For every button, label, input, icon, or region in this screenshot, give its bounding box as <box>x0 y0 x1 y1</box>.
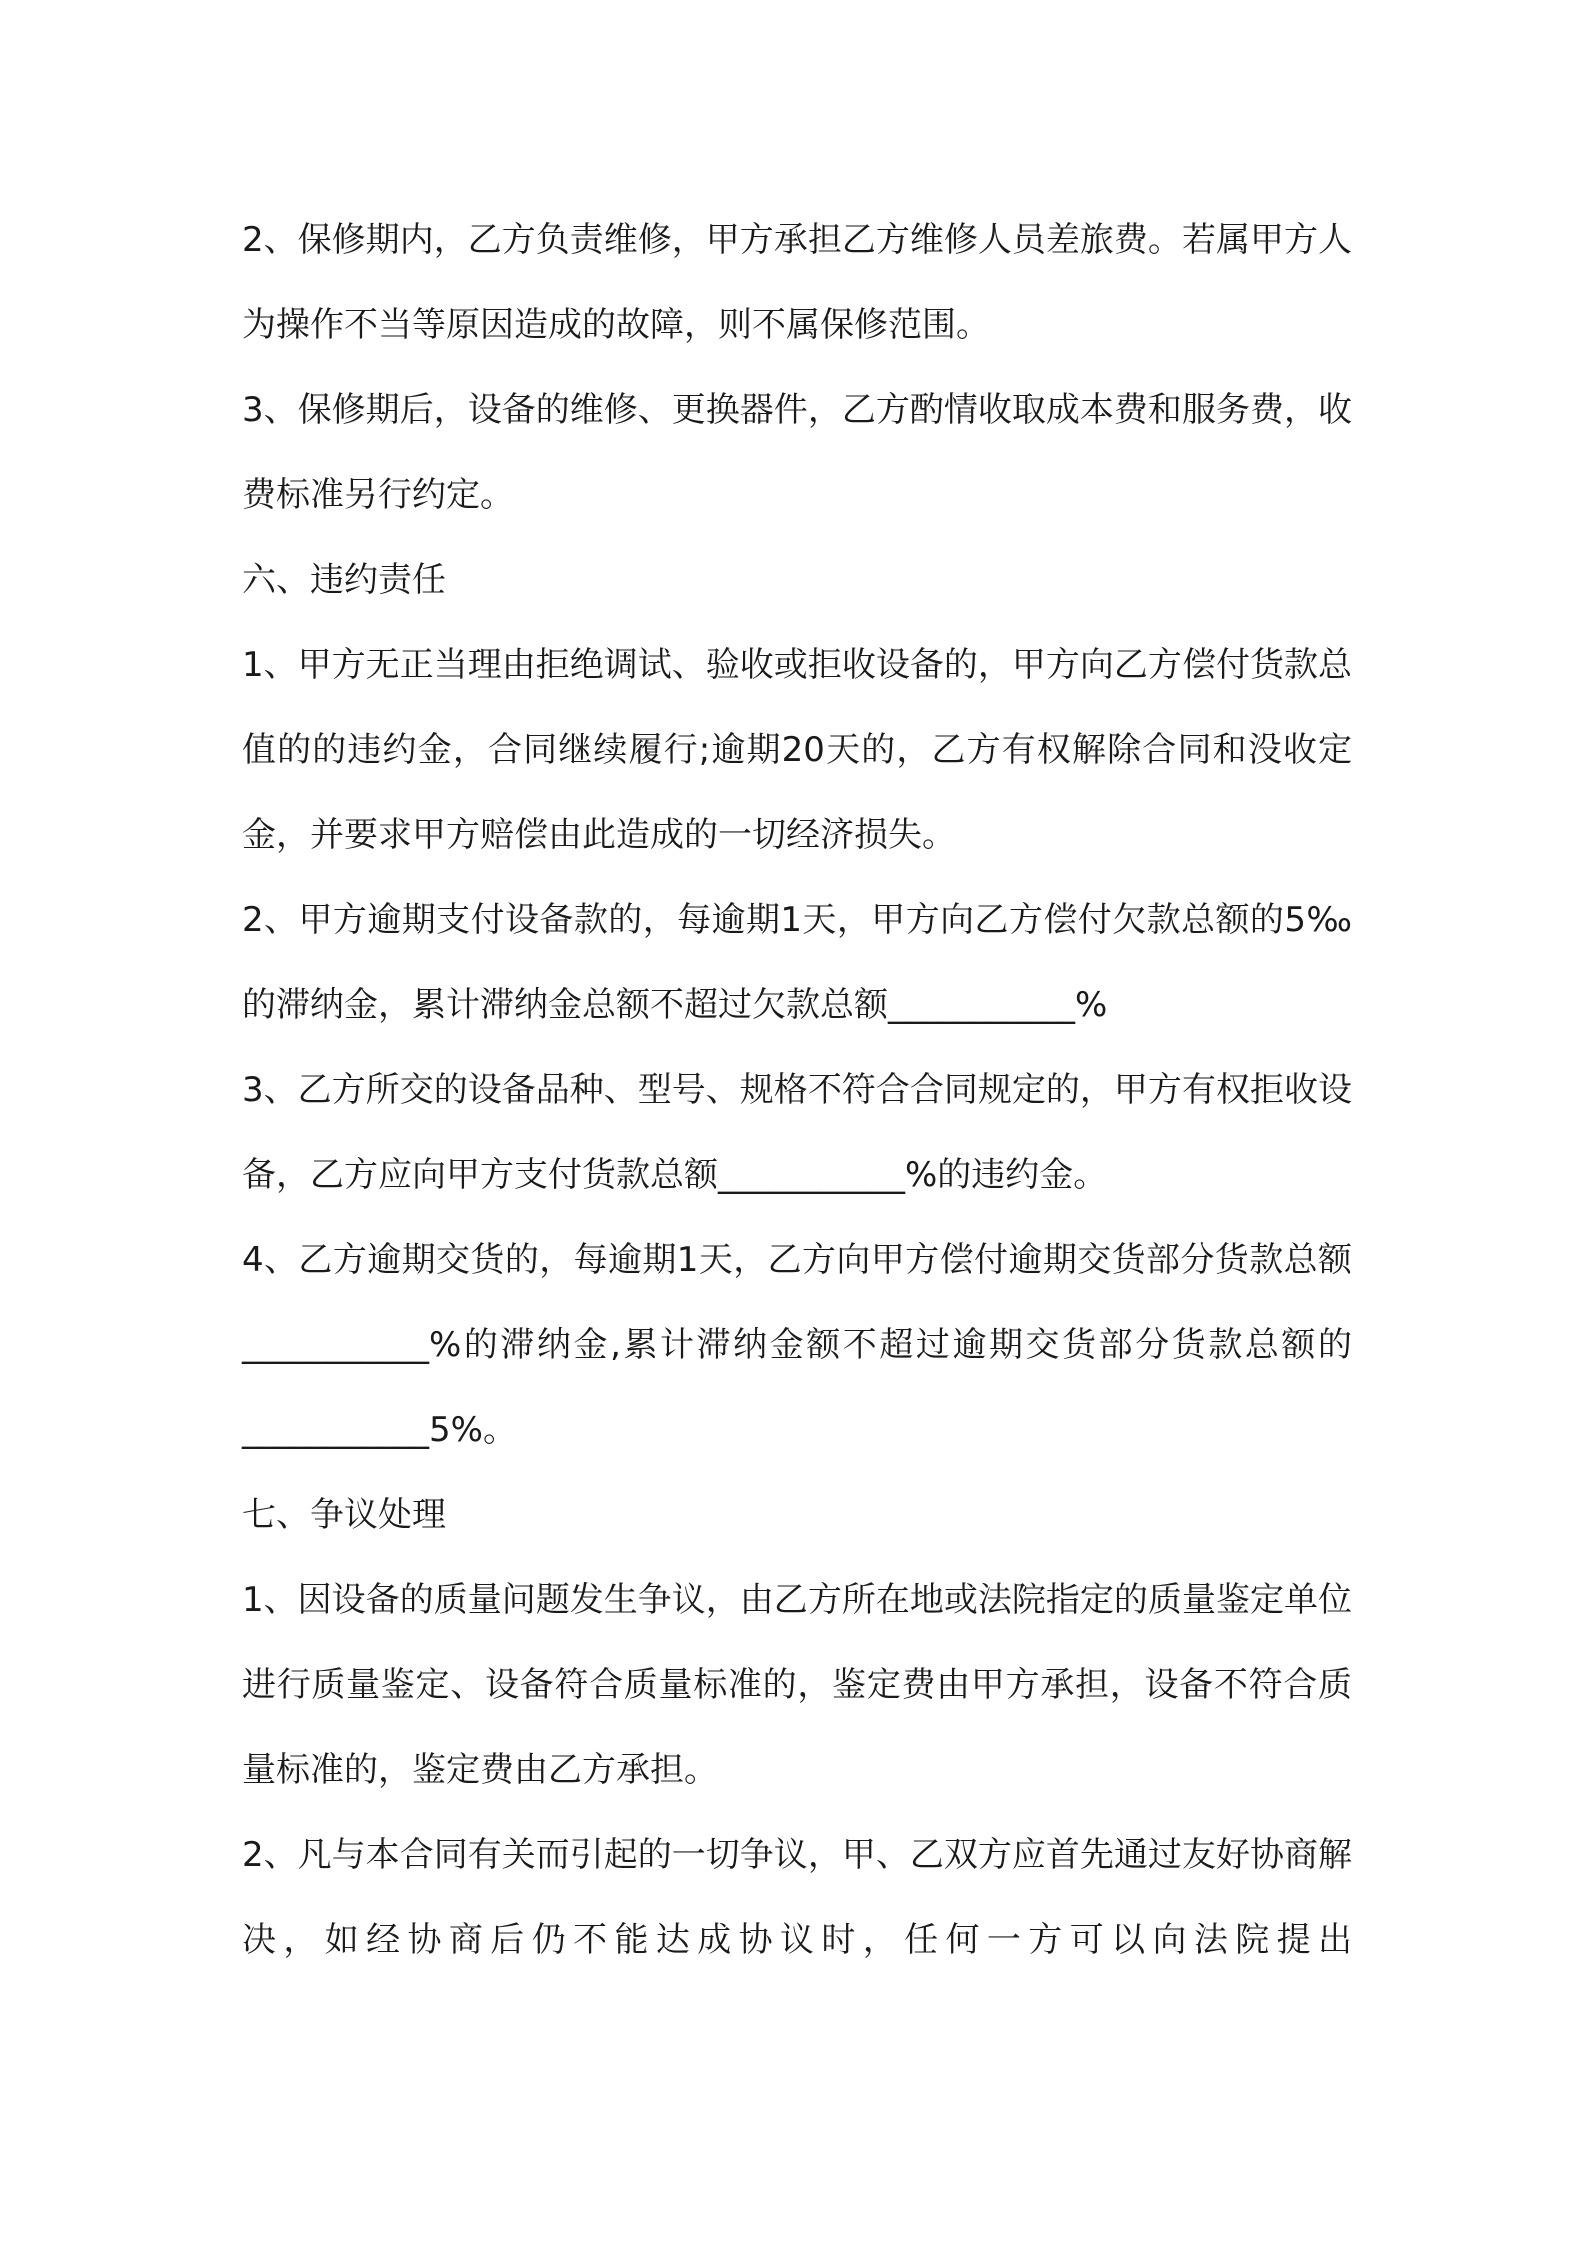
clause-5-3: 3、保修期后，设备的维修、更换器件，乙方酌情收取成本费和服务费，收费标准另行约定。 <box>242 390 1352 515</box>
clause-7-1: 1、因设备的质量问题发生争议，由乙方所在地或法院指定的质量鉴定单位进行质量鉴定、设备符合质量标准的，鉴定费由甲方承担，设备不符合质量标准的，鉴定费由乙方承担。 <box>242 1580 1352 1790</box>
document-body <box>242 198 1352 1983</box>
section-7-heading: 七、争议处理 <box>242 1495 446 1535</box>
clause-6-4: 4、乙方逾期交货的，每逾期1天，乙方向甲方偿付逾期交货部分货款总额___________%的滞纳金,累计滞纳金额不超过逾期交货部分货款总额的___________5%。 <box>242 1240 1352 1450</box>
clause-7-2: 2、凡与本合同有关而引起的一切争议，甲、乙双方应首先通过友好协商解决，如经协商后仍不能达成协议时，任何一方可以向法院提出 <box>242 1835 1352 1960</box>
clause-5-2: 2、保修期内，乙方负责维修，甲方承担乙方维修人员差旅费。若属甲方人为操作不当等原因造成的故障，则不属保修范围。 <box>242 220 1352 345</box>
section-6-heading: 六、违约责任 <box>242 560 446 600</box>
clause-6-1: 1、甲方无正当理由拒绝调试、验收或拒收设备的，甲方向乙方偿付货款总值的的违约金，合同继续履行;逾期20天的，乙方有权解除合同和没收定金，并要求甲方赔偿由此造成的一切经济损失。 <box>242 645 1352 855</box>
clause-6-2: 2、甲方逾期支付设备款的，每逾期1天，甲方向乙方偿付欠款总额的5‰的滞纳金，累计滞纳金总额不超过欠款总额___________% <box>242 900 1352 1025</box>
clause-6-3: 3、乙方所交的设备品种、型号、规格不符合合同规定的，甲方有权拒收设备，乙方应向甲方支付货款总额___________%的违约金。 <box>242 1070 1352 1195</box>
